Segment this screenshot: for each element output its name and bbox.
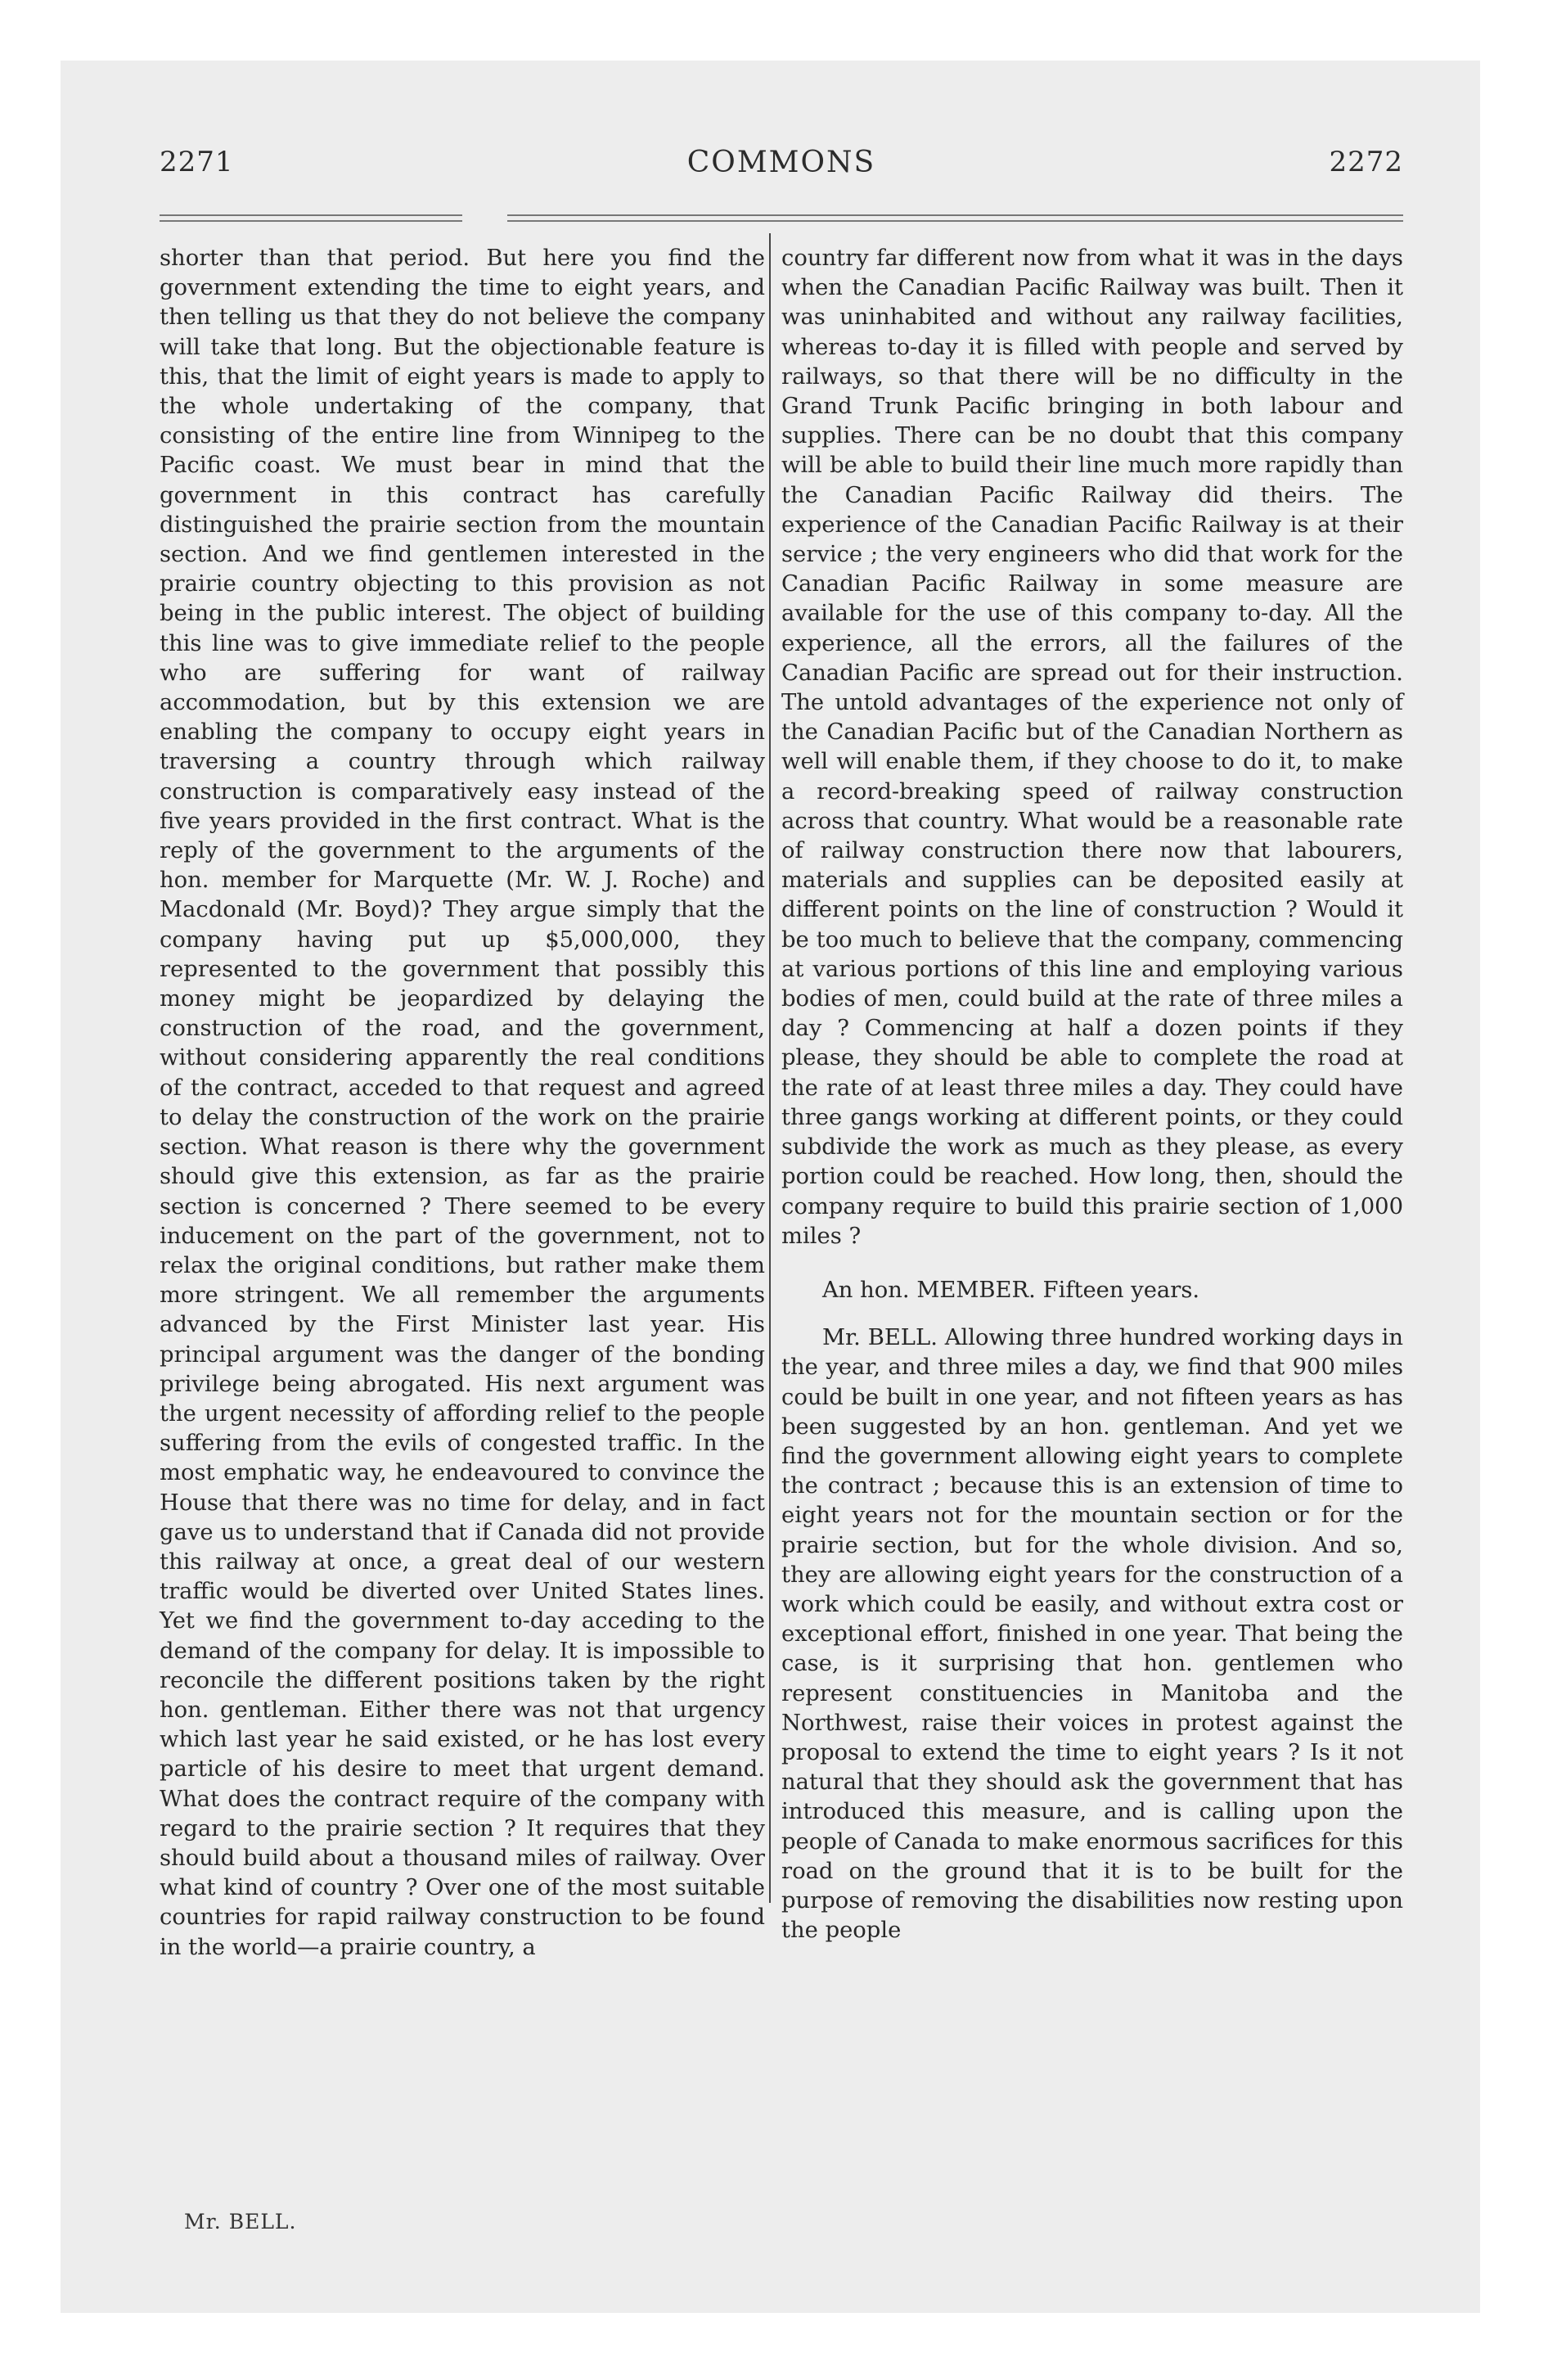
page-header [160,146,1403,195]
header-rule-center [507,214,1403,222]
header-rule-left [160,214,462,222]
interjection: An hon. MEMBER. Fifteen years. [822,1277,1200,1303]
left-column-text: shorter than that period. But here you find the government extending the time to eight years, and then telling us that they do not believe the company will take that long. But the objectionable feature is this, that the limit of eight years is made to apply to the whole undertaking of the company, that consisting of the entire line from Winnipeg to the Pacific coast. We must bear in mind that the government in this contract has carefully distinguished the prairie section from the mountain section. And we find gentlemen interested in the prairie country objecting to this provision as not being in the public interest. The object of building this line was to give immediate relief to the people who are suffering for want of railway accommodation, but by this extension we are enabling the company to occupy eight years in traversing a country through which railway construction is comparatively easy instead of the five years provided in the first contract. What is the reply of the government to the arguments of the hon. member for Marquette (Mr. W. J. Roche) and Macdonald (Mr. Boyd)? They argue simply that the company having put up $5,000,000, they represented to the government that possibly this money might be jeopardized by delaying the construction of the road, and the government, without considering apparently the real conditions of the contract, acceded to that request and agreed to delay the construction of the work on the prairie section. What reason is there why the government should give this extension, as far as the prairie section is concerned ? There seemed to be every inducement on the part of the government, not to relax the original conditions, but rather make them more stringent. We all remember the arguments advanced by the First Minister last year. His principal argument was the danger of the bonding privilege being abrogated. His next argument was the urgent necessity of affording relief to the people suffering from the evils of congested traffic. In the most emphatic way, he endeavoured to convince the House that there was no time for delay, and in fact gave us to understand that if Canada did not provide this railway at once, a great deal of our western traffic would be diverted over United States lines. Yet we find the government to-day acceding to the demand of the company for delay. It is impossible to reconcile the different positions taken by the right hon. gentleman. Either there was not that urgency which last year he said existed, or he has lost every particle of his desire to meet that urgent demand. What does the contract require of the company with regard to the prairie section ? It requires that they should build about a thousand miles of railway. Over what kind of country ? Over one of the most suitable countries for rapid railway construction to be found in the world—a prairie country, a [160,246,765,1960]
column-divider [769,233,771,1903]
right-column-paragraph-1: country far different now from what it was in the days when the Canadian Pacific Railway was built. Then it was uninhabited and without any railway facilities, whereas to-day it is filled with people and served by railways, so that there will be no difficulty in the Grand Trunk Pacific bringing in both labour and supplies. There can be no doubt that this company will be able to build their line much more rapidly than the Canadian Pacific Railway did theirs. The experience of the Canadian Pacific Railway is at their service ; the very engineers who did that work for the Canadian Pacific Railway in some measure are available for the use of this company to-day. All the experience, all the errors, all the failures of the Canadian Pacific are spread out for their instruction. The untold advantages of the experience not only of the Canadian Pacific but of the Canadian Northern as well will enable them, if they choose to do it, to make a record-breaking speed of railway construction across that country. What would be a reasonable rate of railway construction there now that labourers, materials and supplies can be deposited easily at different points on the line of construction ? Would it be too much to believe that the company, commencing at various portions of this line and employing various bodies of men, could build at the rate of three miles a day ? Commencing at half a dozen points if they please, they should be able to complete the road at the rate of at least three miles a day. They could have three gangs working at different points, or they could subdivide the work as much as they please, as every portion could be reached. How long, then, should the company require to build this prairie section of 1,000 miles ? [781,246,1403,1249]
right-column [781,244,1403,1945]
footer-speaker: Mr. BELL. [184,2210,297,2234]
right-column-paragraph-2: Mr. BELL. Allowing three hundred working days in the year, and three miles a day, we find that 900 miles could be built in one year, and not fifteen years as has been suggested by an hon. gentleman. And yet we find the government allowing eight years to complete the contract ; because this is an extension of time to eight years not for the mountain section or for the prairie section, but for the whole division. And so, they are allowing eight years for the construction of a work which could be easily, and without extra cost or exceptional effort, finished in one year. That being the case, is it surprising that hon. gentlemen who represent constituencies in Manitoba and the Northwest, raise their voices in protest against the proposal to extend the time to eight years ? Is it not natural that they should ask the government that has introduced this measure, and is calling upon the people of Canada to make enormous sacrifices for this road on the ground that it is to be built for the purpose of removing the disabilities now resting upon the people [781,1325,1403,1944]
page-title: COMMONS [686,146,876,179]
right-page-number: 2272 [1329,146,1403,178]
left-column [160,244,765,1963]
left-page-number: 2271 [160,146,234,178]
